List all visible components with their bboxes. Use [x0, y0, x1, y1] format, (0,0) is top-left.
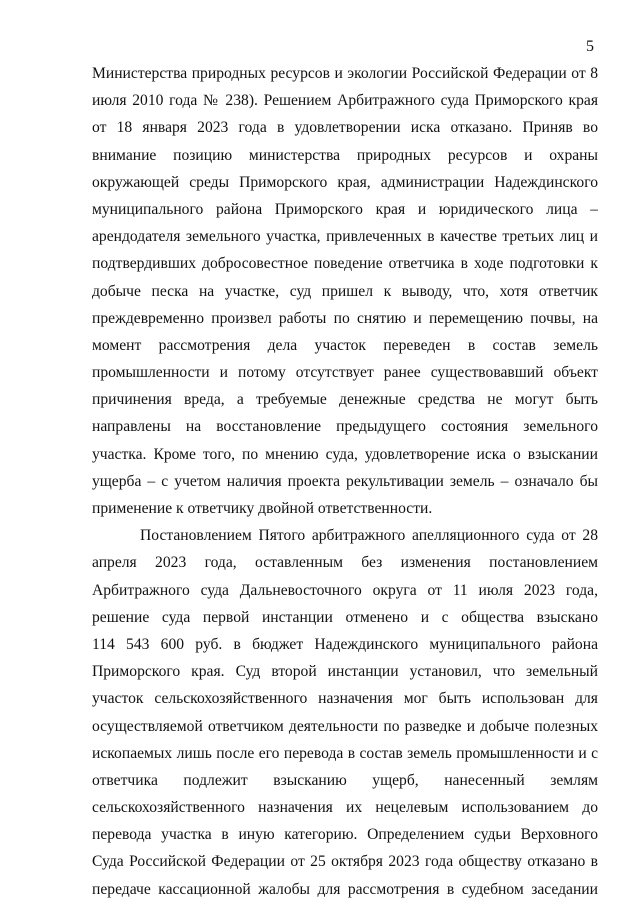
text-line: передаче кассационной жалобы для рассмотрения в судебном заседании: [92, 880, 598, 898]
text-line: преждевременно произвел работы по снятию и перемещению почвы, на: [92, 309, 598, 327]
page-number: 5: [586, 38, 594, 55]
text-line: от 18 января 2023 года в удовлетворении иска отказано. Приняв во: [92, 119, 598, 137]
text-line: ущерба – с учетом наличия проекта рекультивации земель – означало бы: [92, 472, 598, 490]
text-line: арендодателя земельного участка, привлеченных в качестве третьих лиц и: [92, 228, 598, 246]
text-line: апреля 2023 года, оставленным без изменения постановлением: [92, 554, 598, 572]
text-line: Суда Российской Федерации от 25 октября 2023 года обществу отказано в: [92, 853, 598, 871]
text-line: причинения вреда, а требуемые денежные средства не могут быть: [92, 391, 598, 409]
text-line: муниципального района Приморского края и юридического лица –: [92, 200, 598, 218]
text-line: сельскохозяйственного назначения их нецелевым использованием до: [92, 799, 598, 817]
text-line: решение суда первой инстанции отменено и с общества взыскано: [92, 608, 598, 626]
text-line: участка. Кроме того, по мнению суда, удовлетворение иска о взыскании: [92, 445, 598, 463]
text-line: промышленности и потому отсутствует ранее существовавший объект: [92, 364, 598, 382]
text-line: Министерства природных ресурсов и экологии Российской Федерации от 8: [92, 65, 598, 82]
paragraph-last-line: применение к ответчику двойной ответственности.: [92, 500, 433, 517]
text-line: ответчика подлежит взысканию ущерб, нанесенный землям: [92, 771, 598, 789]
text-line: Приморского края. Суд второй инстанции установил, что земельный: [92, 663, 598, 681]
text-line: осуществляемой ответчиком деятельности по разведке и добыче полезных: [92, 717, 598, 735]
text-line: Арбитражного суда Дальневосточного округа от 11 июля 2023 года,: [92, 581, 598, 599]
text-line: направлены на восстановление предыдущего состояния земельного: [92, 418, 598, 436]
text-line: ископаемых лишь после его перевода в состав земель промышленности и с: [92, 744, 598, 762]
text-line: момент рассмотрения дела участок переведен в состав земель: [92, 336, 598, 354]
text-line: внимание позицию министерства природных ресурсов и охраны: [92, 146, 598, 164]
text-line: перевода участка в иную категорию. Определением судьи Верховного: [92, 826, 598, 844]
text-line: июля 2010 года № 238). Решением Арбитражного суда Приморского края: [92, 92, 598, 110]
text-line: 114 543 600 руб. в бюджет Надеждинского муниципального района: [92, 635, 598, 653]
text-line: окружающей среды Приморского края, администрации Надеждинского: [92, 173, 598, 191]
paragraph-first-line: Постановлением Пятого арбитражного апелляционного суда от 28: [140, 527, 598, 545]
text-line: подтвердивших добросовестное поведение ответчика в ходе подготовки к: [92, 255, 598, 273]
text-line: участок сельскохозяйственного назначения мог быть использован для: [92, 690, 598, 708]
document-body: [92, 60, 598, 903]
text-line: добыче песка на участке, суд пришел к выводу, что, хотя ответчик: [92, 282, 598, 300]
